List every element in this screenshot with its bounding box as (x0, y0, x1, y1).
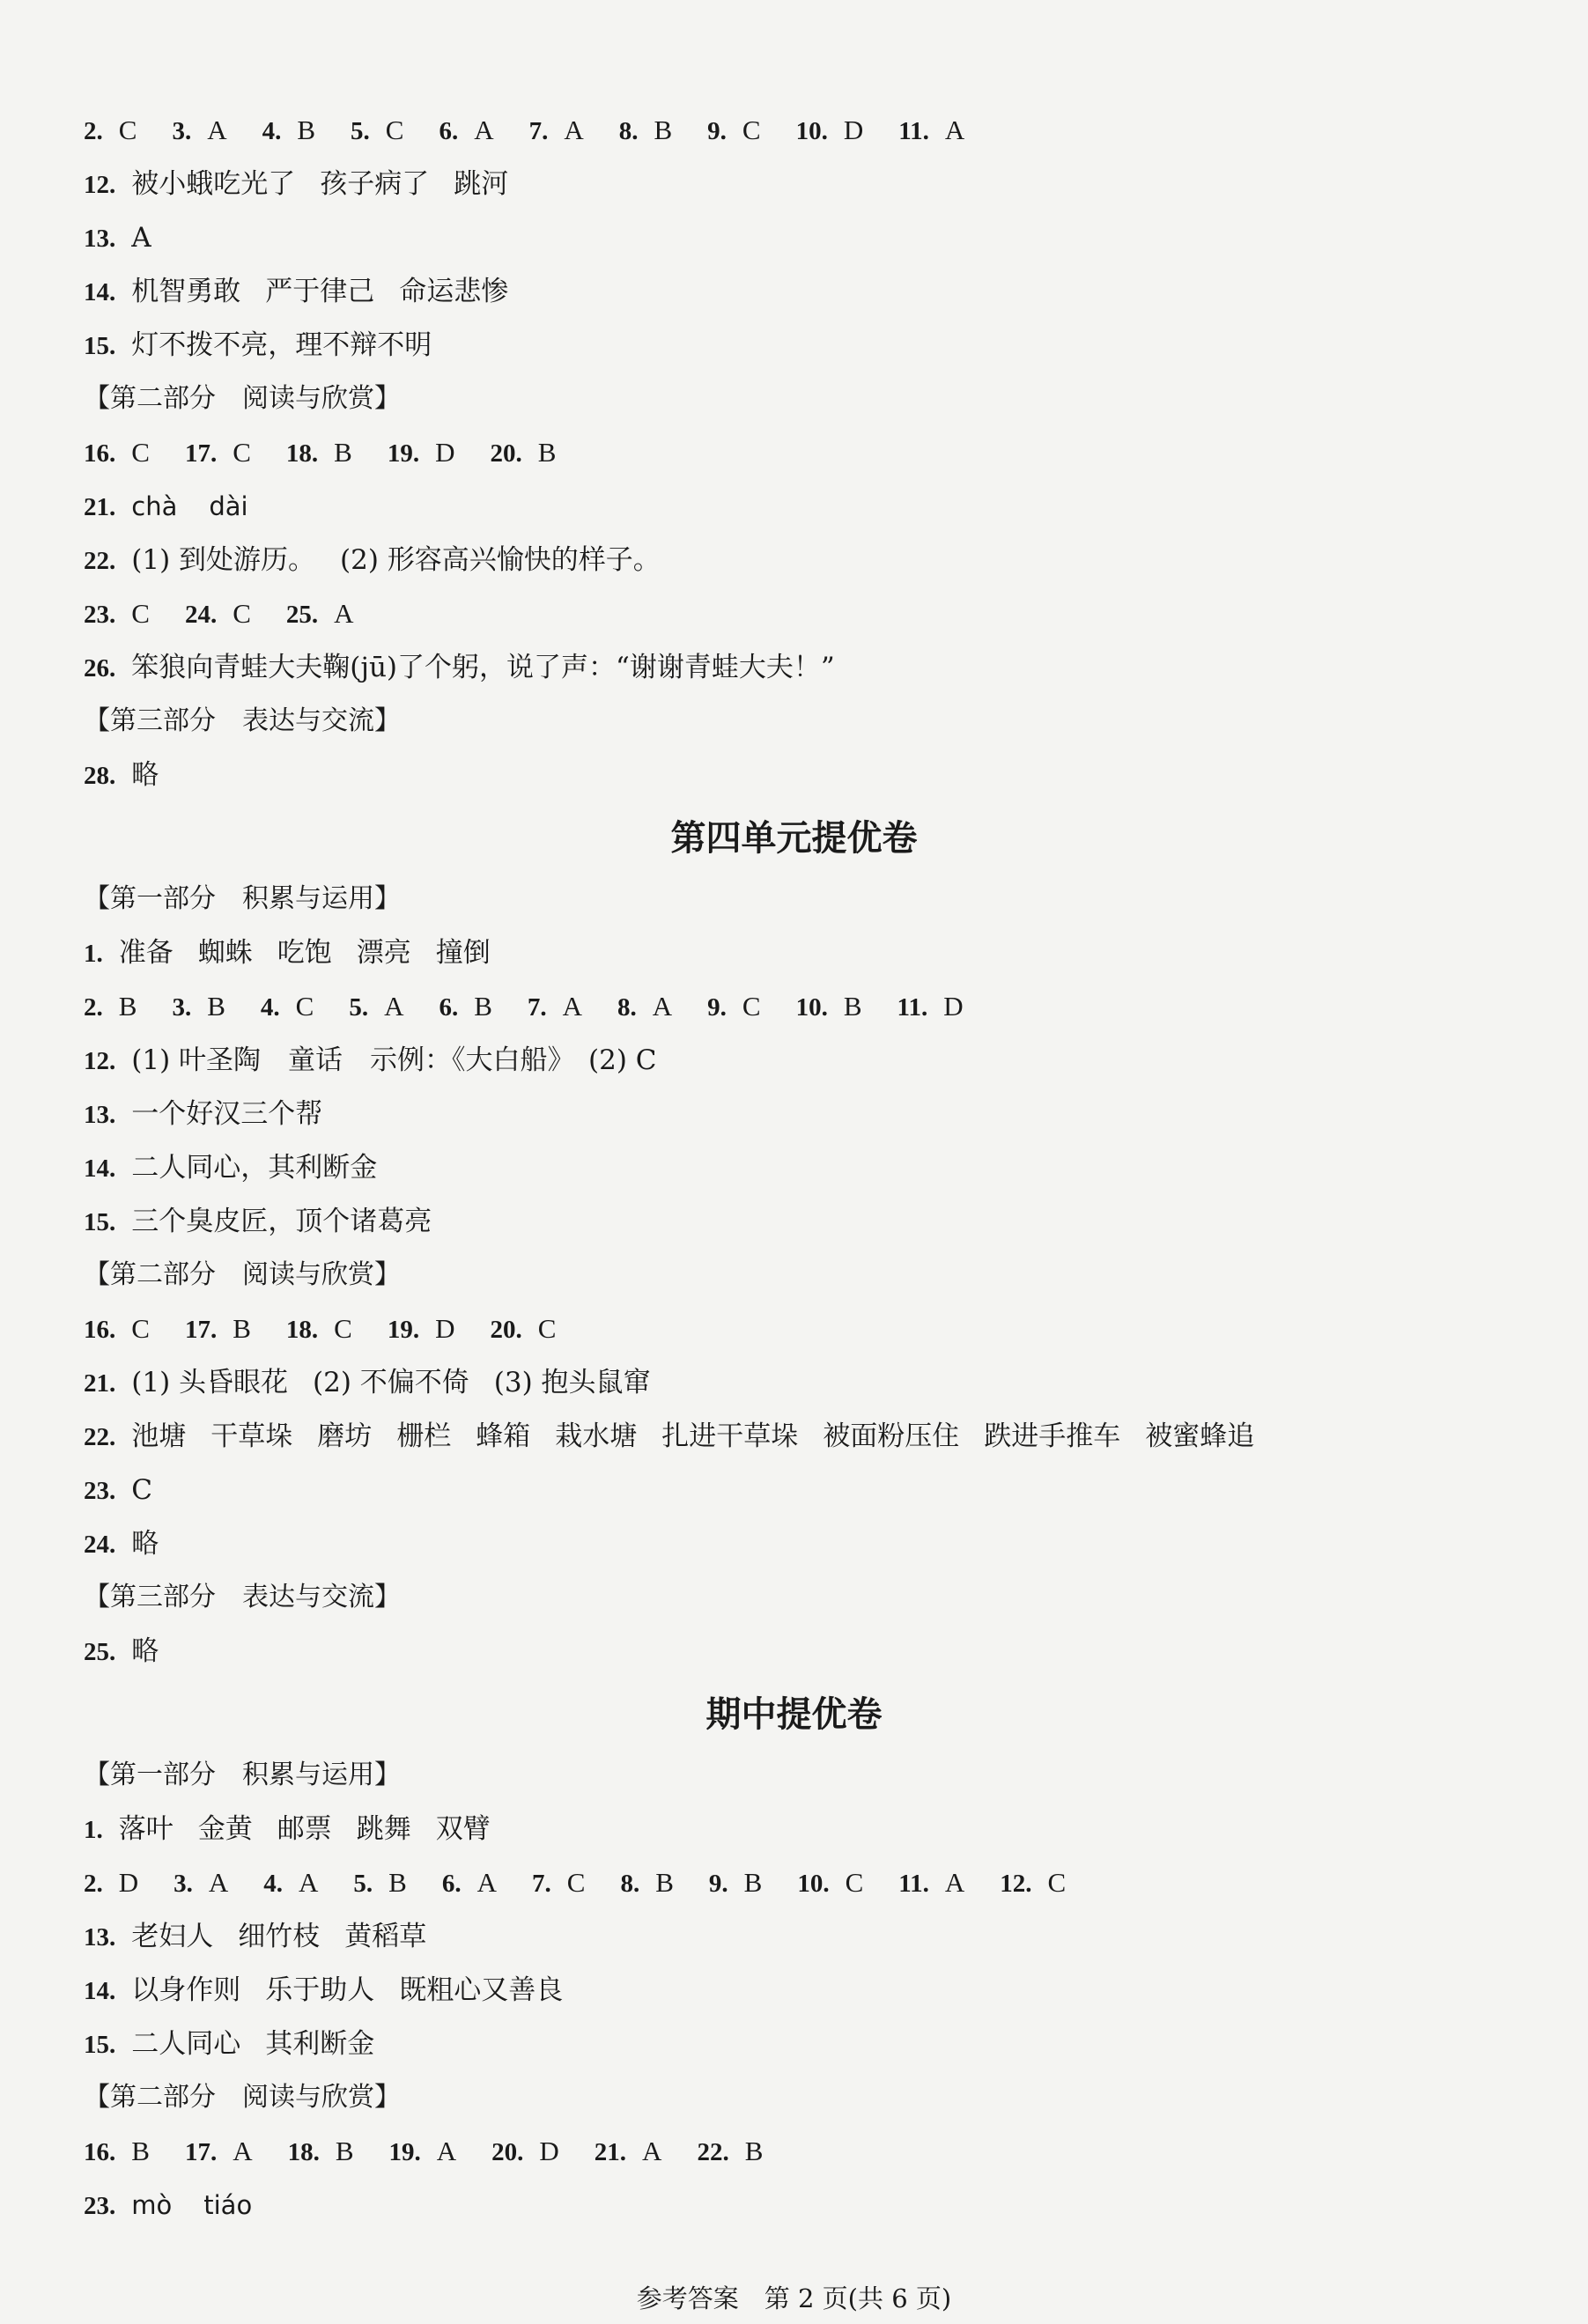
question-number: 9. (708, 1870, 728, 1898)
answer-part: (2) 形容高兴愉快的样子。 (340, 544, 661, 576)
question-number: 26. (84, 654, 116, 682)
exam-title: 期中提优卷 (705, 1694, 883, 1735)
answer-1 (84, 1806, 515, 1852)
choice-answer: C (118, 114, 137, 145)
section-heading: 【第二部分 阅读与欣赏】 (84, 2082, 401, 2113)
question-number: 20. (490, 439, 522, 468)
answer-12 (84, 1037, 657, 1083)
question-number: 28. (84, 762, 116, 790)
question-number: 4. (263, 1870, 284, 1898)
answer-text: 二人同心，其利断金 (131, 1152, 378, 1184)
answer-part: 扎进干草垛 (661, 1420, 799, 1452)
choice-answer: C (131, 1313, 150, 1344)
section-heading: 【第一部分 积累与运用】 (84, 1760, 401, 1790)
pinyin-2: tiáo (203, 2190, 253, 2220)
answer-28 (84, 752, 159, 798)
question-number: 11. (898, 1870, 929, 1898)
question-number: 12. (84, 171, 116, 199)
choice-answer: B (131, 2136, 150, 2166)
answer-15 (84, 2021, 399, 2067)
answer-part: 二人同心 (131, 2028, 241, 2060)
answer-13 (84, 1914, 451, 1959)
mc-row-23-25 (84, 591, 389, 637)
question-number: 25. (84, 1638, 116, 1666)
choice-answer: A (384, 991, 404, 1022)
answer-part: (2) 不偏不倚 (313, 1367, 469, 1398)
choice-answer: A (562, 991, 583, 1022)
question-number: 12. (1000, 1870, 1032, 1898)
question-number: 20. (491, 2138, 524, 2166)
question-number: 23. (84, 2192, 116, 2220)
choice-answer: C (742, 114, 761, 145)
question-number: 15. (84, 1208, 116, 1236)
choice-answer: C (1047, 1867, 1067, 1898)
question-number: 16. (84, 439, 116, 468)
answer-part: 细竹枝 (238, 1921, 321, 1952)
pinyin-1: mò (131, 2190, 173, 2220)
question-number: 6. (441, 1870, 462, 1898)
answer-part: 跌进手推车 (984, 1420, 1121, 1452)
answer-text: 略 (131, 1635, 159, 1667)
question-number: 21. (84, 1369, 116, 1398)
answer-part: 双臂 (435, 1813, 491, 1845)
mc-row-2-11 (84, 984, 999, 1029)
answer-text: 略 (131, 1528, 159, 1560)
question-number: 2. (84, 1870, 103, 1898)
answer-12 (84, 161, 533, 207)
question-number: 8. (620, 1870, 640, 1898)
question-number: 3. (174, 1870, 193, 1898)
answer-14 (84, 1967, 587, 2013)
answer-text: (1) 叶圣陶 童话 示例：《大白船》 (2) C (131, 1044, 657, 1076)
choice-answer: D (843, 114, 864, 145)
choice-answer: A (564, 114, 584, 145)
question-number: 22. (84, 547, 116, 575)
answer-part: 邮票 (277, 1813, 332, 1845)
mc-row-2-12 (84, 1860, 1101, 1906)
question-number: 8. (618, 117, 639, 145)
choice-answer: B (207, 991, 225, 1022)
question-number: 23. (84, 1477, 116, 1505)
choice-answer: B (297, 114, 316, 145)
choice-answer: C (233, 598, 251, 629)
answer-part: 命运悲惨 (399, 276, 509, 307)
question-number: 6. (439, 993, 459, 1022)
choice-answer: A (944, 114, 965, 145)
question-number: 16. (84, 1316, 116, 1344)
answer-part: 撞倒 (435, 937, 491, 969)
page-footer: 参考答案 第 2 页(共 6 页) (636, 2283, 952, 2313)
mc-row-2-11 (84, 107, 1000, 153)
choice-answer: B (654, 114, 673, 145)
answer-part: (1) 头昏眼花 (131, 1367, 289, 1398)
pinyin-2: dài (209, 491, 248, 521)
answer-text: 略 (131, 759, 159, 791)
question-number: 7. (527, 993, 547, 1022)
unit-title: 第四单元提优卷 (670, 818, 918, 859)
question-number: 19. (388, 2138, 421, 2166)
choice-answer: D (539, 2136, 559, 2166)
question-number: 7. (528, 117, 549, 145)
choice-answer: A (299, 1867, 319, 1898)
question-number: 17. (184, 1316, 218, 1344)
answer-part: 被小蛾吃光了 (131, 168, 296, 200)
choice-answer: B (388, 1867, 407, 1898)
answer-part: 落叶 (118, 1813, 174, 1845)
question-number: 19. (387, 439, 420, 468)
section-heading: 【第二部分 阅读与欣赏】 (84, 1259, 401, 1290)
choice-answer: C (295, 991, 314, 1022)
choice-answer: C (845, 1867, 864, 1898)
answer-part: 以身作则 (131, 1974, 241, 2006)
choice-answer: A (474, 114, 494, 145)
answer-text: 三个臭皮匠，顶个诸葛亮 (131, 1206, 432, 1237)
choice-answer: C (131, 598, 150, 629)
answer-23 (84, 2182, 284, 2228)
choice-answer: A (334, 598, 354, 629)
question-number: 14. (84, 1155, 116, 1183)
choice-answer: C (742, 991, 761, 1022)
answer-part: 漂亮 (356, 937, 411, 969)
answer-text: A (131, 222, 151, 254)
answer-part: (3) 抱头鼠窜 (493, 1367, 651, 1398)
question-number: 5. (349, 993, 369, 1022)
answer-part: 其利断金 (265, 2028, 375, 2060)
answer-part: 黄稻草 (344, 1921, 427, 1952)
question-number: 14. (84, 278, 116, 306)
answer-14 (84, 269, 533, 314)
choice-answer: C (385, 114, 404, 145)
question-number: 1. (84, 940, 103, 968)
answer-part: 金黄 (197, 1813, 253, 1845)
choice-answer: D (943, 991, 964, 1022)
question-number: 3. (172, 993, 192, 1022)
question-number: 23. (84, 601, 116, 629)
answer-1 (84, 930, 515, 976)
answer-part: 被蜜蜂追 (1145, 1420, 1255, 1452)
answer-15 (84, 1199, 432, 1244)
choice-answer: A (652, 991, 673, 1022)
answer-text: 一个好汉三个帮 (131, 1098, 323, 1130)
question-number: 18. (285, 1316, 319, 1344)
question-number: 5. (351, 117, 370, 145)
choice-answer: D (435, 1313, 455, 1344)
mc-row-16-22 (84, 2128, 798, 2174)
answer-part: 磨坊 (317, 1420, 373, 1452)
answer-part: 吃饱 (277, 937, 332, 969)
choice-answer: C (131, 437, 150, 468)
choice-answer: C (334, 1313, 352, 1344)
question-number: 17. (184, 2138, 218, 2166)
answer-part: 孩子病了 (320, 168, 430, 200)
question-number: 20. (490, 1316, 522, 1344)
answer-21 (84, 1360, 676, 1405)
answer-part: 老妇人 (131, 1921, 214, 1952)
section-heading: 【第二部分 阅读与欣赏】 (84, 383, 401, 414)
question-number: 9. (707, 117, 727, 145)
answer-22 (84, 537, 685, 583)
choice-answer: B (843, 991, 862, 1022)
section-heading: 【第一部分 积累与运用】 (84, 883, 401, 914)
choice-answer: A (207, 114, 227, 145)
question-number: 11. (898, 117, 929, 145)
question-number: 10. (797, 1870, 830, 1898)
question-number: 22. (84, 1423, 116, 1451)
question-number: 15. (84, 2031, 116, 2059)
answer-part: 蜂箱 (476, 1420, 531, 1452)
question-number: 17. (184, 439, 218, 468)
answer-26 (84, 645, 835, 690)
choice-answer: A (436, 2136, 457, 2166)
question-number: 13. (84, 225, 116, 253)
answer-text: C (131, 1474, 152, 1506)
question-number: 4. (262, 117, 282, 145)
choice-answer: A (944, 1867, 965, 1898)
answer-text: 笨狼向青蛙大夫鞠(jū)了个躬，说了声：“谢谢青蛙大夫！” (131, 652, 835, 683)
choice-answer: C (566, 1867, 586, 1898)
choice-answer: B (335, 2136, 354, 2166)
question-number: 14. (84, 1977, 116, 2005)
question-number: 18. (287, 2138, 320, 2166)
answer-21 (84, 483, 280, 529)
question-number: 12. (84, 1047, 116, 1075)
question-number: 16. (84, 2138, 116, 2166)
choice-answer: B (537, 437, 557, 468)
question-number: 2. (84, 117, 103, 145)
choice-answer: A (476, 1867, 497, 1898)
question-number: 11. (897, 993, 928, 1022)
answer-part: (1) 到处游历。 (131, 544, 316, 576)
section-heading: 【第三部分 表达与交流】 (84, 1582, 401, 1612)
choice-answer: C (233, 437, 251, 468)
question-number: 22. (697, 2138, 729, 2166)
question-number: 9. (707, 993, 727, 1022)
answer-text: 灯不拨不亮，理不辩不明 (131, 329, 432, 361)
choice-answer: D (118, 1867, 139, 1898)
question-number: 3. (172, 117, 192, 145)
answer-23 (84, 1467, 152, 1513)
answer-part: 蜘蛛 (197, 937, 253, 969)
answer-part: 跳河 (454, 168, 509, 200)
question-number: 18. (285, 439, 319, 468)
question-number: 10. (795, 993, 828, 1022)
choice-answer: B (743, 1867, 763, 1898)
question-number: 13. (84, 1923, 116, 1951)
answer-14 (84, 1145, 377, 1191)
mc-row-16-20 (84, 430, 591, 476)
answer-part: 乐于助人 (265, 1974, 375, 2006)
answer-part: 机智勇敢 (131, 276, 241, 307)
question-number: 7. (532, 1870, 551, 1898)
pinyin-1: chà (131, 491, 178, 521)
question-number: 1. (84, 1816, 103, 1844)
answer-part: 池塘 (131, 1420, 187, 1452)
question-number: 21. (84, 493, 116, 521)
choice-answer: A (208, 1867, 229, 1898)
choice-answer: B (655, 1867, 674, 1898)
answer-15 (84, 322, 432, 368)
question-number: 19. (387, 1316, 420, 1344)
answer-part: 严于律己 (265, 276, 375, 307)
choice-answer: B (334, 437, 352, 468)
question-number: 13. (84, 1101, 116, 1129)
choice-answer: B (744, 2136, 764, 2166)
section-heading: 【第三部分 表达与交流】 (84, 705, 401, 736)
answer-part: 被面粉压住 (823, 1420, 960, 1452)
mc-row-16-20 (84, 1306, 591, 1352)
question-number: 24. (184, 601, 218, 629)
question-number: 24. (84, 1531, 116, 1559)
question-number: 4. (260, 993, 280, 1022)
question-number: 15. (84, 332, 116, 360)
question-number: 5. (353, 1870, 373, 1898)
question-number: 6. (439, 117, 459, 145)
answer-part: 栅栏 (396, 1420, 452, 1452)
answer-13 (84, 1091, 322, 1137)
answer-part: 栽水塘 (555, 1420, 638, 1452)
choice-answer: D (435, 437, 455, 468)
choice-answer: C (537, 1313, 557, 1344)
answer-part: 干草垛 (211, 1420, 293, 1452)
answer-24 (84, 1521, 159, 1567)
choice-answer: B (118, 991, 137, 1022)
answer-22 (84, 1413, 1279, 1459)
answer-13 (84, 215, 151, 261)
question-number: 2. (84, 993, 103, 1022)
question-number: 25. (285, 601, 319, 629)
question-number: 21. (594, 2138, 627, 2166)
choice-answer: A (233, 2136, 253, 2166)
answer-25 (84, 1628, 159, 1674)
answer-part: 准备 (118, 937, 174, 969)
choice-answer: B (474, 991, 492, 1022)
question-number: 10. (795, 117, 828, 145)
answer-part: 既粗心又善良 (399, 1974, 564, 2006)
question-number: 8. (617, 993, 637, 1022)
choice-answer: A (642, 2136, 662, 2166)
choice-answer: B (233, 1313, 251, 1344)
answer-part: 跳舞 (356, 1813, 411, 1845)
